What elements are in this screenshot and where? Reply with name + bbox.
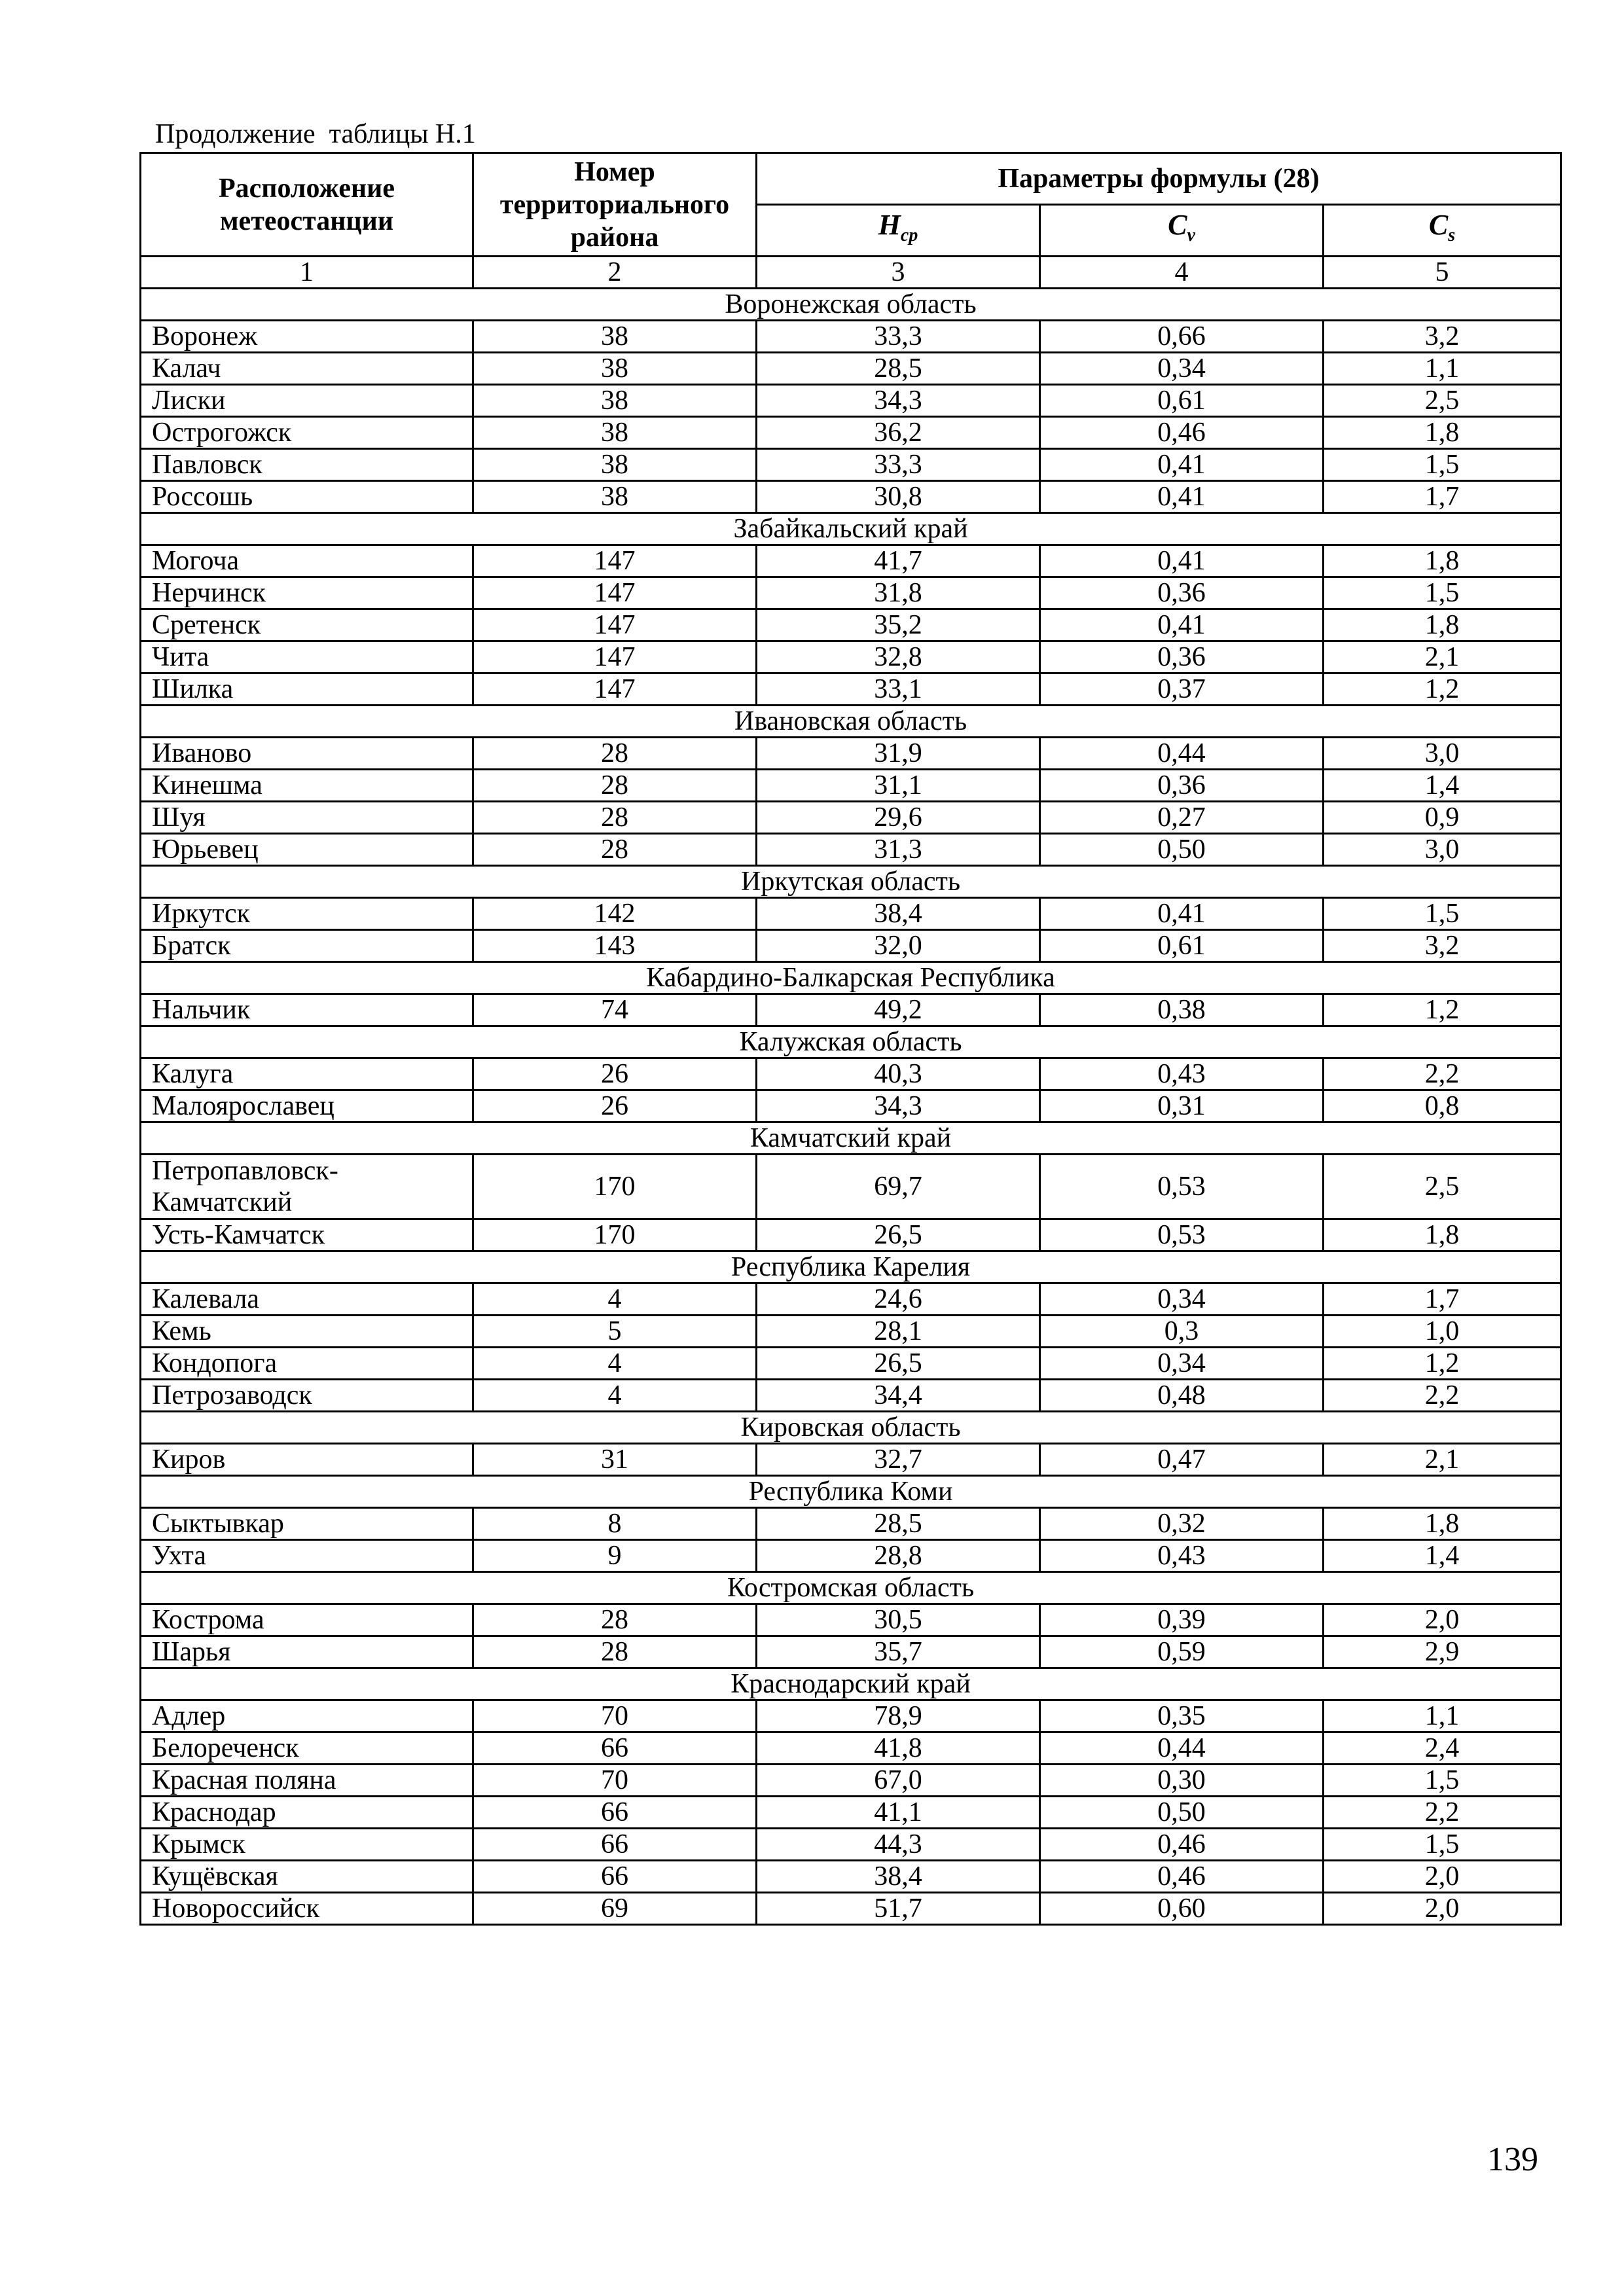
h-value: 41,8 [757, 1732, 1040, 1765]
cv-value: 0,53 [1040, 1155, 1324, 1219]
table-row [141, 1765, 1561, 1797]
district-number: 26 [473, 1058, 757, 1090]
cv-value: 0,30 [1040, 1765, 1324, 1797]
cs-value: 1,7 [1324, 481, 1561, 513]
cv-value: 0,41 [1040, 449, 1324, 481]
district-number: 66 [473, 1829, 757, 1861]
district-number: 28 [473, 834, 757, 866]
station-name: Россошь [141, 481, 473, 513]
cs-value: 1,4 [1324, 770, 1561, 802]
station-name: Юрьевец [141, 834, 473, 866]
station-name: Петропавловск- Камчатский [141, 1155, 473, 1219]
cv-value: 0,36 [1040, 641, 1324, 673]
cs-value: 2,2 [1324, 1797, 1561, 1829]
h-value: 32,7 [757, 1444, 1040, 1476]
h-value: 31,9 [757, 738, 1040, 770]
region-row [141, 1026, 1561, 1058]
cs-value: 2,9 [1324, 1636, 1561, 1668]
h-value: 31,1 [757, 770, 1040, 802]
table-row [141, 1316, 1561, 1348]
table-row [141, 385, 1561, 417]
district-number: 31 [473, 1444, 757, 1476]
h-value: 35,7 [757, 1636, 1040, 1668]
data-table [139, 152, 1562, 1926]
cs-value: 2,0 [1324, 1604, 1561, 1636]
district-number: 28 [473, 770, 757, 802]
station-name: Сретенск [141, 609, 473, 641]
district-number: 147 [473, 609, 757, 641]
district-number: 38 [473, 385, 757, 417]
table-row [141, 1732, 1561, 1765]
district-number: 4 [473, 1283, 757, 1316]
cs-value: 1,5 [1324, 1829, 1561, 1861]
region-heading: Республика Карелия [141, 1251, 1561, 1283]
station-name: Кострома [141, 1604, 473, 1636]
district-number: 8 [473, 1508, 757, 1540]
cs-value: 2,2 [1324, 1380, 1561, 1412]
station-name: Калуга [141, 1058, 473, 1090]
cs-value: 3,2 [1324, 321, 1561, 353]
cv-value: 0,47 [1040, 1444, 1324, 1476]
region-row [141, 962, 1561, 994]
h-value: 41,1 [757, 1797, 1040, 1829]
column-number: 5 [1324, 257, 1561, 289]
h-value: 32,0 [757, 930, 1040, 962]
table-row [141, 1636, 1561, 1668]
district-number: 66 [473, 1732, 757, 1765]
station-name: Павловск [141, 449, 473, 481]
table-body [141, 289, 1561, 1925]
region-heading: Республика Коми [141, 1476, 1561, 1508]
cs-value: 1,8 [1324, 609, 1561, 641]
h-value: 33,3 [757, 449, 1040, 481]
cv-value: 0,46 [1040, 1861, 1324, 1893]
station-name: Киров [141, 1444, 473, 1476]
cv-value: 0,3 [1040, 1316, 1324, 1348]
h-value: 29,6 [757, 802, 1040, 834]
column-number: 1 [141, 257, 473, 289]
table-row [141, 1700, 1561, 1732]
district-number: 38 [473, 353, 757, 385]
h-value: 67,0 [757, 1765, 1040, 1797]
cs-value: 1,2 [1324, 673, 1561, 706]
table-row [141, 1604, 1561, 1636]
cs-value: 2,5 [1324, 1155, 1561, 1219]
h-value: 36,2 [757, 417, 1040, 449]
column-number: 3 [757, 257, 1040, 289]
cs-value: 0,9 [1324, 802, 1561, 834]
region-heading: Ивановская область [141, 706, 1561, 738]
region-row [141, 1412, 1561, 1444]
station-name: Шуя [141, 802, 473, 834]
station-name: Малоярославец [141, 1090, 473, 1122]
station-name: Лиски [141, 385, 473, 417]
district-number: 69 [473, 1893, 757, 1925]
h-value: 32,8 [757, 641, 1040, 673]
table-row [141, 738, 1561, 770]
h-value: 51,7 [757, 1893, 1040, 1925]
cv-value: 0,61 [1040, 930, 1324, 962]
cv-value: 0,32 [1040, 1508, 1324, 1540]
table-row [141, 1380, 1561, 1412]
district-number: 4 [473, 1380, 757, 1412]
region-heading: Костромская область [141, 1572, 1561, 1604]
cs-value: 3,0 [1324, 834, 1561, 866]
header-station: Расположение метеостанции [141, 153, 473, 257]
region-heading: Воронежская область [141, 289, 1561, 321]
cs-value: 1,5 [1324, 449, 1561, 481]
region-row [141, 706, 1561, 738]
station-name: Иркутск [141, 898, 473, 930]
region-row [141, 289, 1561, 321]
cv-value: 0,34 [1040, 1348, 1324, 1380]
cs-value: 1,4 [1324, 1540, 1561, 1572]
table-row [141, 321, 1561, 353]
table-row [141, 898, 1561, 930]
h-value: 30,8 [757, 481, 1040, 513]
h-value: 34,3 [757, 385, 1040, 417]
cs-value: 2,5 [1324, 385, 1561, 417]
district-number: 147 [473, 577, 757, 609]
station-name: Могоча [141, 545, 473, 577]
region-row [141, 1668, 1561, 1700]
h-value: 34,4 [757, 1380, 1040, 1412]
h-value: 26,5 [757, 1348, 1040, 1380]
district-number: 28 [473, 738, 757, 770]
table-row [141, 609, 1561, 641]
cs-value: 2,1 [1324, 641, 1561, 673]
district-number: 38 [473, 417, 757, 449]
cs-value: 1,8 [1324, 1219, 1561, 1251]
cv-value: 0,34 [1040, 353, 1324, 385]
h-value: 33,1 [757, 673, 1040, 706]
district-number: 28 [473, 1604, 757, 1636]
region-row [141, 866, 1561, 898]
cv-value: 0,48 [1040, 1380, 1324, 1412]
table-row [141, 1797, 1561, 1829]
cs-value: 2,0 [1324, 1861, 1561, 1893]
cv-value: 0,66 [1040, 321, 1324, 353]
table-row [141, 1893, 1561, 1925]
station-name: Кущёвская [141, 1861, 473, 1893]
cv-value: 0,60 [1040, 1893, 1324, 1925]
district-number: 170 [473, 1219, 757, 1251]
region-row [141, 1476, 1561, 1508]
station-name: Кинешма [141, 770, 473, 802]
table-row [141, 1283, 1561, 1316]
district-number: 66 [473, 1861, 757, 1893]
station-name: Нерчинск [141, 577, 473, 609]
cs-value: 1,8 [1324, 417, 1561, 449]
h-value: 28,1 [757, 1316, 1040, 1348]
district-number: 143 [473, 930, 757, 962]
cv-value: 0,41 [1040, 545, 1324, 577]
table-caption: Продолжение таблицы Н.1 [155, 119, 476, 149]
cs-value: 2,4 [1324, 1732, 1561, 1765]
table-row [141, 449, 1561, 481]
station-name: Братск [141, 930, 473, 962]
cs-value: 1,8 [1324, 1508, 1561, 1540]
cv-value: 0,41 [1040, 898, 1324, 930]
region-heading: Иркутская область [141, 866, 1561, 898]
cv-value: 0,27 [1040, 802, 1324, 834]
cv-value: 0,37 [1040, 673, 1324, 706]
cv-value: 0,39 [1040, 1604, 1324, 1636]
cv-value: 0,50 [1040, 1797, 1324, 1829]
station-name: Сыктывкар [141, 1508, 473, 1540]
cv-value: 0,44 [1040, 1732, 1324, 1765]
cv-value: 0,36 [1040, 577, 1324, 609]
district-number: 28 [473, 1636, 757, 1668]
district-number: 38 [473, 481, 757, 513]
cs-value: 1,2 [1324, 1348, 1561, 1380]
station-name: Усть-Камчатск [141, 1219, 473, 1251]
h-value: 40,3 [757, 1058, 1040, 1090]
cs-value: 1,0 [1324, 1316, 1561, 1348]
region-row [141, 1572, 1561, 1604]
station-name: Петрозаводск [141, 1380, 473, 1412]
district-number: 66 [473, 1797, 757, 1829]
header-cs: $C_s$ [1324, 205, 1561, 257]
h-value: 33,3 [757, 321, 1040, 353]
station-name: Крымск [141, 1829, 473, 1861]
h-value: 31,3 [757, 834, 1040, 866]
region-heading: Забайкальский край [141, 513, 1561, 545]
column-number: 4 [1040, 257, 1324, 289]
table-row [141, 1219, 1561, 1251]
station-name: Нальчик [141, 994, 473, 1026]
table-row [141, 1861, 1561, 1893]
station-name: Шилка [141, 673, 473, 706]
h-value: 41,7 [757, 545, 1040, 577]
district-number: 70 [473, 1765, 757, 1797]
cs-value: 1,7 [1324, 1283, 1561, 1316]
region-heading: Кировская область [141, 1412, 1561, 1444]
cs-value: 1,1 [1324, 353, 1561, 385]
cv-value: 0,41 [1040, 481, 1324, 513]
station-name: Кондопога [141, 1348, 473, 1380]
region-heading: Камчатский край [141, 1122, 1561, 1155]
district-number: 38 [473, 449, 757, 481]
cv-value: 0,41 [1040, 609, 1324, 641]
table-row [141, 770, 1561, 802]
page-number: 139 [1487, 2141, 1538, 2178]
region-row [141, 1251, 1561, 1283]
cv-value: 0,34 [1040, 1283, 1324, 1316]
district-number: 170 [473, 1155, 757, 1219]
region-row [141, 1122, 1561, 1155]
header-cv: $C_v$ [1040, 205, 1324, 257]
district-number: 142 [473, 898, 757, 930]
cv-value: 0,50 [1040, 834, 1324, 866]
station-name: Иваново [141, 738, 473, 770]
cv-value: 0,61 [1040, 385, 1324, 417]
region-heading: Кабардино-Балкарская Республика [141, 962, 1561, 994]
h-value: 30,5 [757, 1604, 1040, 1636]
header-params: Параметры формулы (28) [757, 153, 1561, 205]
district-number: 9 [473, 1540, 757, 1572]
district-number: 26 [473, 1090, 757, 1122]
cs-value: 2,2 [1324, 1058, 1561, 1090]
station-name: Калач [141, 353, 473, 385]
station-name: Адлер [141, 1700, 473, 1732]
region-row [141, 513, 1561, 545]
h-value: 28,8 [757, 1540, 1040, 1572]
station-name: Чита [141, 641, 473, 673]
h-value: 78,9 [757, 1700, 1040, 1732]
district-number: 70 [473, 1700, 757, 1732]
table-row [141, 802, 1561, 834]
district-number: 147 [473, 545, 757, 577]
column-number: 2 [473, 257, 757, 289]
cv-value: 0,46 [1040, 1829, 1324, 1861]
cs-value: 0,8 [1324, 1090, 1561, 1122]
h-value: 44,3 [757, 1829, 1040, 1861]
table-row [141, 930, 1561, 962]
table-row [141, 1090, 1561, 1122]
station-name: Кемь [141, 1316, 473, 1348]
region-heading: Калужская область [141, 1026, 1561, 1058]
cs-value: 1,2 [1324, 994, 1561, 1026]
h-value: 38,4 [757, 1861, 1040, 1893]
cv-value: 0,35 [1040, 1700, 1324, 1732]
cv-value: 0,43 [1040, 1058, 1324, 1090]
cs-value: 1,5 [1324, 1765, 1561, 1797]
station-name: Белореченск [141, 1732, 473, 1765]
table-row [141, 1444, 1561, 1476]
table-row [141, 1348, 1561, 1380]
station-name: Краснодар [141, 1797, 473, 1829]
district-number: 28 [473, 802, 757, 834]
cs-value: 3,0 [1324, 738, 1561, 770]
h-value: 69,7 [757, 1155, 1040, 1219]
station-name: Шарья [141, 1636, 473, 1668]
cs-value: 1,5 [1324, 577, 1561, 609]
cs-value: 2,1 [1324, 1444, 1561, 1476]
table-row [141, 481, 1561, 513]
table-row [141, 994, 1561, 1026]
station-name: Ухта [141, 1540, 473, 1572]
region-heading: Краснодарский край [141, 1668, 1561, 1700]
h-value: 38,4 [757, 898, 1040, 930]
cs-value: 3,2 [1324, 930, 1561, 962]
h-value: 31,8 [757, 577, 1040, 609]
cv-value: 0,46 [1040, 417, 1324, 449]
table-row [141, 1829, 1561, 1861]
table-row [141, 1508, 1561, 1540]
table-row [141, 545, 1561, 577]
cs-value: 1,1 [1324, 1700, 1561, 1732]
cs-value: 1,8 [1324, 545, 1561, 577]
station-name: Новороссийск [141, 1893, 473, 1925]
district-number: 5 [473, 1316, 757, 1348]
table-row [141, 673, 1561, 706]
table-row [141, 417, 1561, 449]
table-row [141, 353, 1561, 385]
table-row [141, 1540, 1561, 1572]
table-row [141, 1155, 1561, 1219]
cv-value: 0,36 [1040, 770, 1324, 802]
table-row [141, 641, 1561, 673]
h-value: 35,2 [757, 609, 1040, 641]
district-number: 74 [473, 994, 757, 1026]
cv-value: 0,31 [1040, 1090, 1324, 1122]
station-name: Красная поляна [141, 1765, 473, 1797]
h-value: 24,6 [757, 1283, 1040, 1316]
district-number: 4 [473, 1348, 757, 1380]
district-number: 147 [473, 673, 757, 706]
station-name: Острогожск [141, 417, 473, 449]
cv-value: 0,44 [1040, 738, 1324, 770]
cv-value: 0,59 [1040, 1636, 1324, 1668]
cv-value: 0,38 [1040, 994, 1324, 1026]
district-number: 147 [473, 641, 757, 673]
h-value: 28,5 [757, 353, 1040, 385]
h-value: 34,3 [757, 1090, 1040, 1122]
cs-value: 2,0 [1324, 1893, 1561, 1925]
table-row [141, 1058, 1561, 1090]
cs-value: 1,5 [1324, 898, 1561, 930]
district-number: 38 [473, 321, 757, 353]
h-value: 49,2 [757, 994, 1040, 1026]
header-district: Номер территориального района [473, 153, 757, 257]
header-h: $H_{ср}$ [757, 205, 1040, 257]
cv-value: 0,53 [1040, 1219, 1324, 1251]
station-name: Воронеж [141, 321, 473, 353]
h-value: 28,5 [757, 1508, 1040, 1540]
h-value: 26,5 [757, 1219, 1040, 1251]
station-name: Калевала [141, 1283, 473, 1316]
cv-value: 0,43 [1040, 1540, 1324, 1572]
table-row [141, 834, 1561, 866]
table-row [141, 577, 1561, 609]
